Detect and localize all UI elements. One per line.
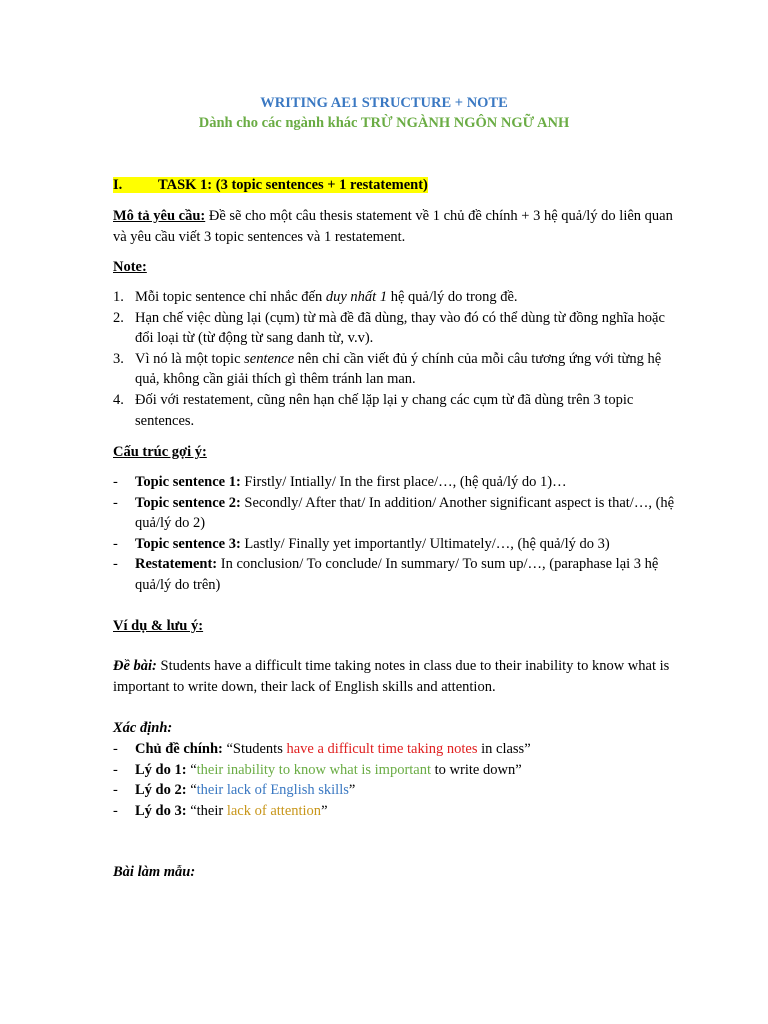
identify-after: ”	[321, 802, 328, 819]
identify-highlight: their inability to know what is important	[196, 761, 432, 778]
note-heading	[113, 257, 683, 278]
identify-highlight: lack of attention	[226, 802, 322, 819]
identify-list	[113, 739, 683, 821]
identify-item-label: Chủ đề chính:	[135, 741, 223, 757]
identify-before: “Students	[222, 741, 287, 757]
note-text-tail: nên chỉ cần viết đủ ý chính của mỗi câu tương ứng với từng hệ quả, không cần giải thích gì thêm tránh lan man.	[135, 350, 662, 388]
note-number: 1.	[113, 289, 124, 305]
note-emphasis: duy nhất 1	[325, 289, 388, 305]
note-number: 3.	[113, 350, 124, 367]
identify-label: Xác định:	[113, 720, 173, 736]
note-label: Note:	[113, 259, 147, 275]
note-item	[113, 287, 683, 308]
identify-heading	[113, 718, 683, 739]
note-text: Vì nó là một topic	[135, 350, 245, 367]
note-emphasis: sentence	[244, 350, 295, 367]
bullet: -	[113, 535, 118, 552]
structure-item-text: In conclusion/ To conclude/ In summary/ To sum up/…, (paraphase lại 3 hệ quả/lý do trên)	[135, 556, 659, 593]
sample-label: Bài làm mẫu:	[113, 864, 196, 880]
bullet: -	[113, 802, 118, 819]
task-heading-highlight	[113, 177, 428, 193]
note-text: Hạn chế việc dùng lại (cụm) từ mà đề đã dùng, thay vào đó có thể dùng từ đồng nghĩa hoặc đổi loại từ (từ động từ sang danh từ, v.v).	[135, 309, 665, 347]
identify-highlight: have a difficult time taking notes	[286, 741, 478, 757]
structure-item	[113, 472, 683, 493]
prompt-text: Students have a difficult time taking notes in class due to their inability to know what is important to write down, their lack of English skills and attention.	[113, 658, 670, 695]
note-number: 2.	[113, 309, 124, 326]
bullet: -	[113, 556, 118, 573]
bullet: -	[113, 782, 118, 799]
note-item	[113, 390, 683, 431]
identify-item	[113, 801, 683, 822]
identify-item-label: Lý do 1:	[135, 761, 187, 778]
document-title: WRITING AE1 STRUCTURE + NOTE	[260, 95, 508, 111]
sample-heading	[113, 862, 683, 883]
note-item	[113, 308, 683, 349]
task-number: I.	[113, 177, 123, 193]
identify-item-label: Lý do 3:	[135, 802, 187, 819]
structure-item	[113, 493, 683, 534]
structure-item-label: Restatement:	[135, 556, 218, 573]
task-heading	[113, 175, 683, 196]
structure-item-label: Topic sentence 2:	[135, 494, 241, 511]
structure-item-text: Firstly/ Intially/ In the first place/…, (hệ quả/lý do 1)…	[240, 474, 567, 490]
identify-item	[113, 760, 683, 781]
bullet: -	[113, 474, 118, 490]
note-text: Đối với restatement, cũng nên hạn chế lặp lại y chang các cụm từ đã dùng trên 3 topic sentences.	[135, 391, 634, 429]
prompt-label: Đề bài:	[113, 658, 157, 674]
structure-item-text: Secondly/ After that/ In addition/ Another significant aspect is that/…, (hệ quả/lý do 2)	[135, 494, 675, 532]
bullet: -	[113, 761, 118, 778]
note-list	[113, 287, 683, 431]
note-item	[113, 349, 683, 390]
prompt-paragraph	[113, 656, 683, 697]
identify-after: to write down”	[431, 761, 522, 778]
identify-after: ”	[348, 782, 356, 799]
structure-item-label: Topic sentence 3:	[135, 535, 241, 552]
identify-after: in class”	[477, 741, 531, 757]
structure-item-label: Topic sentence 1:	[135, 474, 241, 490]
description-text: Đề sẽ cho một câu thesis statement về 1 chủ đề chính + 3 hệ quả/lý do liên quan và yêu cầu viết 3 topic sentences và 1 restatement.	[113, 208, 673, 245]
note-number: 4.	[113, 391, 124, 408]
identify-item	[113, 780, 683, 801]
structure-list	[113, 472, 683, 596]
description-paragraph	[113, 206, 683, 247]
example-heading	[113, 616, 683, 637]
description-label: Mô tả yêu cầu:	[113, 208, 206, 224]
structure-item-text: Lastly/ Finally yet importantly/ Ultimately/…, (hệ quả/lý do 3)	[240, 535, 610, 552]
identify-before: “their	[186, 802, 227, 819]
identify-item-label: Lý do 2:	[135, 782, 187, 799]
bullet: -	[113, 494, 118, 511]
example-label: Ví dụ & lưu ý:	[113, 618, 204, 634]
identify-before: “	[186, 761, 197, 778]
note-text: Mỗi topic sentence chỉ nhắc đến	[135, 289, 326, 305]
task-heading-text: TASK 1: (3 topic sentences + 1 restatement)	[158, 177, 428, 193]
note-text-tail: hệ quả/lý do trong đề.	[387, 289, 518, 305]
structure-item	[113, 534, 683, 555]
structure-label: Cấu trúc gợi ý:	[113, 444, 207, 460]
identify-item	[113, 739, 683, 760]
structure-item	[113, 554, 683, 595]
identify-before: “	[186, 782, 197, 799]
bullet: -	[113, 741, 118, 757]
identify-highlight: their lack of English skills	[196, 782, 349, 799]
structure-heading	[113, 442, 683, 463]
document-subtitle: Dành cho các ngành khác TRỪ NGÀNH NGÔN NGỮ ANH	[198, 115, 570, 131]
